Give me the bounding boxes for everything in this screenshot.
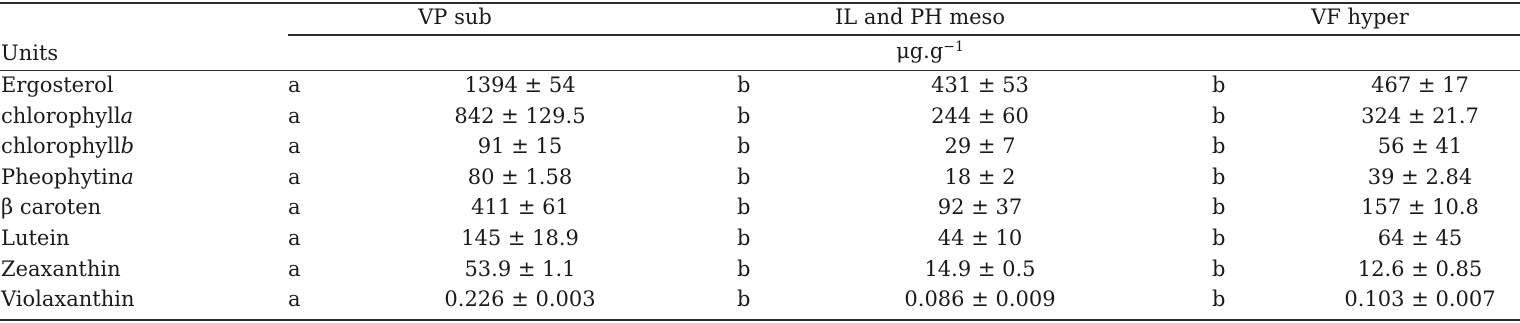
value-cell: 91 ± 15	[477, 134, 563, 158]
row-label-text: Lutein	[1, 226, 70, 250]
row-label	[1, 72, 114, 98]
unit-exponent: −1	[943, 39, 964, 55]
row-label	[1, 256, 121, 282]
significance-letter: a	[288, 165, 301, 189]
value-cell: 467 ± 17	[1371, 73, 1469, 97]
value-cell: 431 ± 53	[931, 73, 1029, 97]
significance-letter: b	[1212, 287, 1226, 311]
row-label-text: β caroten	[1, 195, 102, 219]
significance-letter: a	[288, 195, 301, 219]
value-cell: 92 ± 37	[937, 195, 1023, 219]
bottom-rule	[0, 319, 1520, 321]
value-cell: 157 ± 10.8	[1361, 195, 1479, 219]
significance-letter: b	[1212, 165, 1226, 189]
value-cell: 324 ± 21.7	[1361, 104, 1479, 128]
significance-letter: b	[737, 73, 751, 97]
header-bottom-rule	[0, 70, 1520, 71]
significance-letter: b	[737, 104, 751, 128]
value-cell: 145 ± 18.9	[461, 226, 579, 250]
row-label-text: chlorophyll	[1, 134, 121, 158]
value-cell: 244 ± 60	[931, 104, 1029, 128]
value-cell: 14.9 ± 0.5	[924, 257, 1036, 281]
row-label-italic-suffix: b	[120, 134, 135, 158]
units-label: Units	[1, 41, 59, 65]
header-vf-hyper: VF hyper	[1311, 5, 1409, 29]
row-label	[1, 103, 133, 129]
value-cell: 0.086 ± 0.009	[904, 287, 1056, 311]
significance-letter: a	[288, 226, 301, 250]
row-label	[1, 194, 101, 220]
significance-letter: a	[288, 287, 301, 311]
significance-letter: a	[288, 134, 301, 158]
significance-letter: a	[288, 257, 301, 281]
significance-letter: b	[1212, 134, 1226, 158]
significance-letter: b	[737, 257, 751, 281]
value-cell: 1394 ± 54	[464, 73, 576, 97]
unit-text	[800, 38, 1060, 64]
value-cell: 56 ± 41	[1377, 134, 1463, 158]
significance-letter: b	[737, 165, 751, 189]
row-label-text: Zeaxanthin	[1, 257, 121, 281]
row-label	[1, 225, 70, 251]
row-label-text: Pheophytin	[1, 165, 122, 189]
significance-letter: b	[737, 195, 751, 219]
significance-letter: b	[1212, 104, 1226, 128]
value-cell: 53.9 ± 1.1	[464, 257, 576, 281]
significance-letter: b	[737, 226, 751, 250]
value-cell: 80 ± 1.58	[467, 165, 573, 189]
value-cell: 39 ± 2.84	[1367, 165, 1473, 189]
row-label-italic-suffix: a	[121, 165, 134, 189]
significance-letter: a	[288, 73, 301, 97]
row-label	[1, 164, 134, 190]
significance-letter: a	[288, 104, 301, 128]
row-label	[1, 286, 135, 312]
header-il-ph-meso: IL and PH meso	[835, 5, 1005, 29]
row-label	[1, 133, 134, 159]
group-header-rule	[288, 34, 1520, 36]
value-cell: 18 ± 2	[944, 165, 1016, 189]
value-cell: 842 ± 129.5	[454, 104, 586, 128]
row-label-text: Ergosterol	[1, 73, 114, 97]
significance-letter: b	[737, 287, 751, 311]
value-cell: 29 ± 7	[944, 134, 1016, 158]
significance-letter: b	[1212, 195, 1226, 219]
row-label-text: chlorophyll	[1, 104, 121, 128]
value-cell: 44 ± 10	[937, 226, 1023, 250]
significance-letter: b	[1212, 257, 1226, 281]
value-cell: 0.226 ± 0.003	[444, 287, 596, 311]
value-cell: 0.103 ± 0.007	[1344, 287, 1496, 311]
significance-letter: b	[737, 134, 751, 158]
value-cell: 12.6 ± 0.85	[1357, 257, 1483, 281]
unit-base: μg.g	[896, 39, 944, 63]
row-label-text: Violaxanthin	[1, 287, 135, 311]
header-vp-sub: VP sub	[418, 5, 492, 29]
row-label-italic-suffix: a	[120, 104, 134, 128]
value-cell: 411 ± 61	[471, 195, 569, 219]
value-cell: 64 ± 45	[1377, 226, 1463, 250]
significance-letter: b	[1212, 73, 1226, 97]
significance-letter: b	[1212, 226, 1226, 250]
